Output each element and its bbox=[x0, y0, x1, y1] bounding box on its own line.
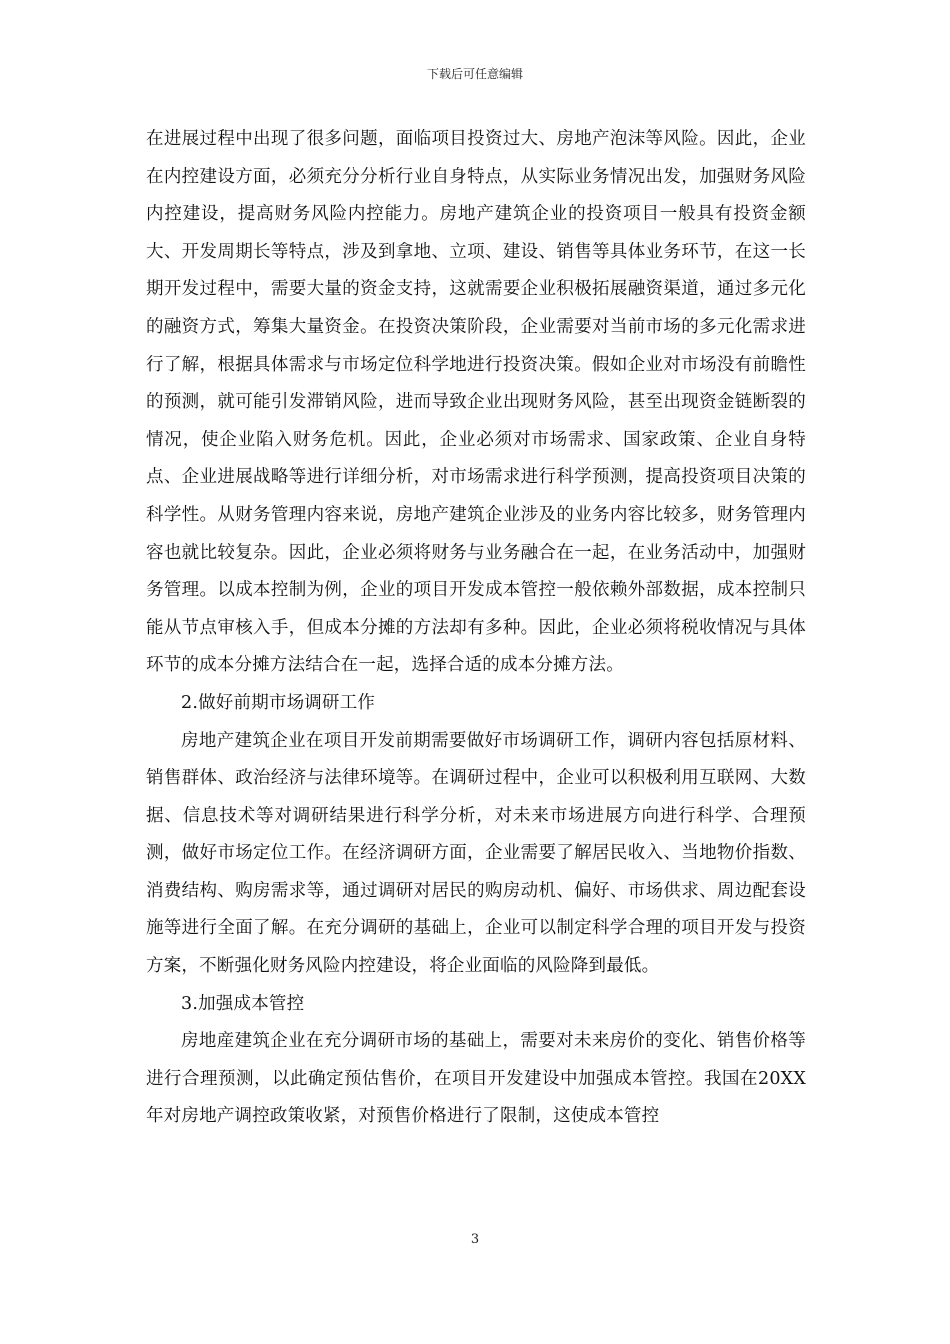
page-number: 3 bbox=[470, 1232, 480, 1247]
document-body bbox=[146, 121, 806, 1136]
paragraph-cost-control: 房地産建筑企业在充分调研市场的基础上，需要对未来房价的变化、销售价格等进行合理预测，以此确定预估售价，在项目开发建设中加强成本管控。我国在20XX年对房地产调控政策收紧，对预售价格进行了限制，这使成本管控 bbox=[146, 1031, 806, 1127]
paragraph-continued: 在进展过程中出现了很多问题，面临项目投资过大、房地产泡沫等风险。因此，企业在内控建设方面，必须充分分析行业自身特点，从实际业务情况出发，加强财务风险内控建设，提高财务风险内控能力。房地产建筑企业的投资项目一般具有投资金额大、开发周期长等特点，涉及到拿地、立项、建设、销售等具体业务环节，在这一长期开发过程中，需要大量的资金支持，这就需要企业积极拓展融资渠道，通过多元化的融资方式，筹集大量资金。在投资决策阶段，企业需要对当前市场的多元化需求进行了解，根据具体需求与市场定位科学地进行投资决策。假如企业对市场没有前瞻性的预测，就可能引发滞销风险，进而导致企业出现财务风险，甚至出现资金链断裂的情况，使企业陷入财务危机。因此，企业必须对市场需求、国家政策、企业自身特点、企业进展战略等进行详细分析，对市场需求进行科学预测，提高投资项目决策的科学性。从财务管理内容来说，房地产建筑企业涉及的业务内容比较多，财务管理内容也就比较复杂。因此，企业必须将财务与业务融合在一起，在业务活动中，加强财务管理。以成本控制为例，企业的项目开发成本管控一般依赖外部数据，成本控制只能从节点审核入手，但成本分摊的方法却有多种。因此，企业必须将税收情况与具体环节的成本分摊方法结合在一起，选择合适的成本分摊方法。 bbox=[146, 129, 806, 676]
page-footer bbox=[0, 1232, 950, 1248]
header-text: 下载后可任意编辑 bbox=[426, 67, 523, 81]
section-heading-2: 2.做好前期市场调研工作 bbox=[181, 692, 376, 713]
section-heading-3: 3.加强成本管控 bbox=[181, 993, 305, 1014]
page-header bbox=[0, 66, 950, 82]
paragraph-market-research: 房地产建筑企业在项目开发前期需要做好市场调研工作，调研内容包括原材料、销售群体、政治经济与法律环境等。在调研过程中，企业可以积极利用互联网、大数据、信息技术等对调研结果进行科学分析，对未来市场进展方向进行科学、合理预测，做好市场定位工作。在经济调研方面，企业需要了解居民收入、当地物价指数、消费结构、购房需求等，通过调研对居民的购房动机、偏好、市场供求、周边配套设施等进行全面了解。在充分调研的基础上，企业可以制定科学合理的项目开发与投资方案，不断强化财务风险内控建设，将企业面临的风险降到最低。 bbox=[146, 730, 806, 977]
